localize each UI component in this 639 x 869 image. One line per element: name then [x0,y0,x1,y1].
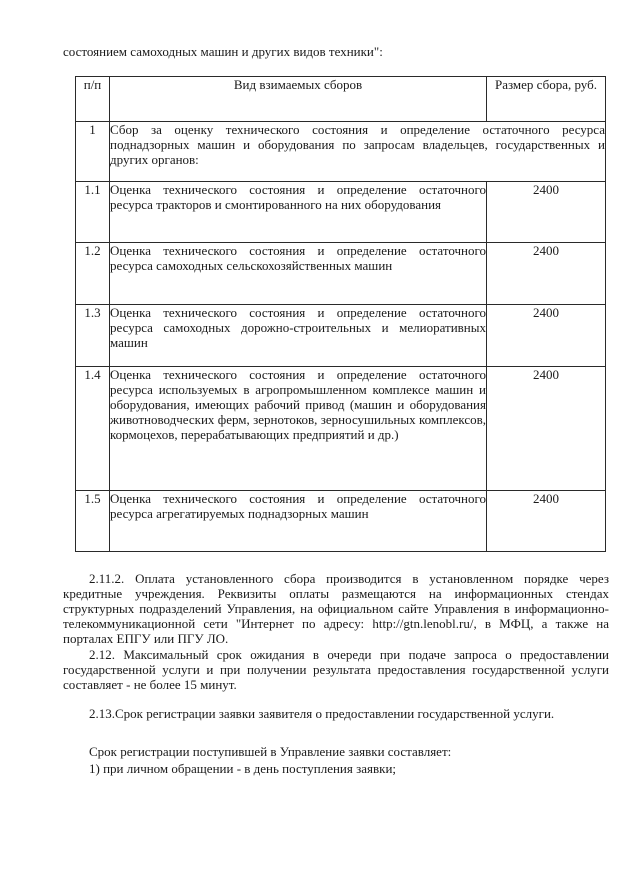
row-size: 2400 [487,243,606,305]
table-header-row [76,77,606,122]
table-row [76,305,606,367]
row-num: 1.1 [76,182,110,243]
row-num: 1.3 [76,305,110,367]
intro-text: состоянием самоходных машин и других видов техники": [63,44,383,59]
table-group-row [76,122,606,182]
group-num: 1 [76,122,110,182]
row-name: Оценка технического состояния и определение остаточного ресурса самоходных сельскохозяйственных машин [110,243,487,305]
row-size: 2400 [487,367,606,491]
row-num: 1.5 [76,491,110,552]
row-size: 2400 [487,182,606,243]
row-name: Оценка технического состояния и определение остаточного ресурса агрегатируемых поднадзорных машин [110,491,487,552]
group-name: Сбор за оценку технического состояния и определение остаточного ресурса поднадзорных машин и оборудования по запросам владельцев, государственных и других органов: [110,122,606,182]
paragraph-2-13: 2.13.Срок регистрации заявки заявителя о предоставлении государственной услуги. [89,706,555,721]
row-num: 1.2 [76,243,110,305]
row-size: 2400 [487,491,606,552]
paragraph-2-11-2: 2.11.2. Оплата установленного сбора производится в установленном порядке через кредитные учреждения. Реквизиты оплаты размещаются на информационных стендах структурных подразделений Управления, на официальном сайте Управления в информационно-телекоммуникационной сети "Интернет по адресу: http://gtn.lenobl.ru/, в МФЦ, а также на порталах ЕПГУ или ПГУ ЛО. [63,571,609,646]
header-size: Размер сбора, руб. [487,77,606,122]
row-num: 1.4 [76,367,110,491]
paragraph-2-12: 2.12. Максимальный срок ожидания в очереди при подаче запроса о предоставлении государственной услуги и при получении результата предоставления государственной услуги составляет - не более 15 минут. [63,647,609,692]
row-size: 2400 [487,305,606,367]
row-name: Оценка технического состояния и определение остаточного ресурса используемых в агропромышленном комплексе машин и оборудования, имеющих рабочий привод (машин и оборудования животноводческих ферм, зернотоков, зерносушильных комплексов, кормоцехов, перерабатывающих предприятий и др.) [110,367,487,491]
header-name: Вид взимаемых сборов [110,77,487,122]
header-num: п/п [76,77,110,122]
row-name: Оценка технического состояния и определение остаточного ресурса самоходных дорожно-строительных и мелиоративных машин [110,305,487,367]
table-row [76,367,606,491]
table-row [76,243,606,305]
row-name: Оценка технического состояния и определение остаточного ресурса тракторов и смонтированного на них оборудования [110,182,487,243]
paragraph-registration-item-1: 1) при личном обращении - в день поступления заявки; [89,761,397,776]
table-row [76,491,606,552]
table-row [76,182,606,243]
fees-table [75,76,606,552]
paragraph-registration: Срок регистрации поступившей в Управление заявки составляет: [89,744,452,759]
